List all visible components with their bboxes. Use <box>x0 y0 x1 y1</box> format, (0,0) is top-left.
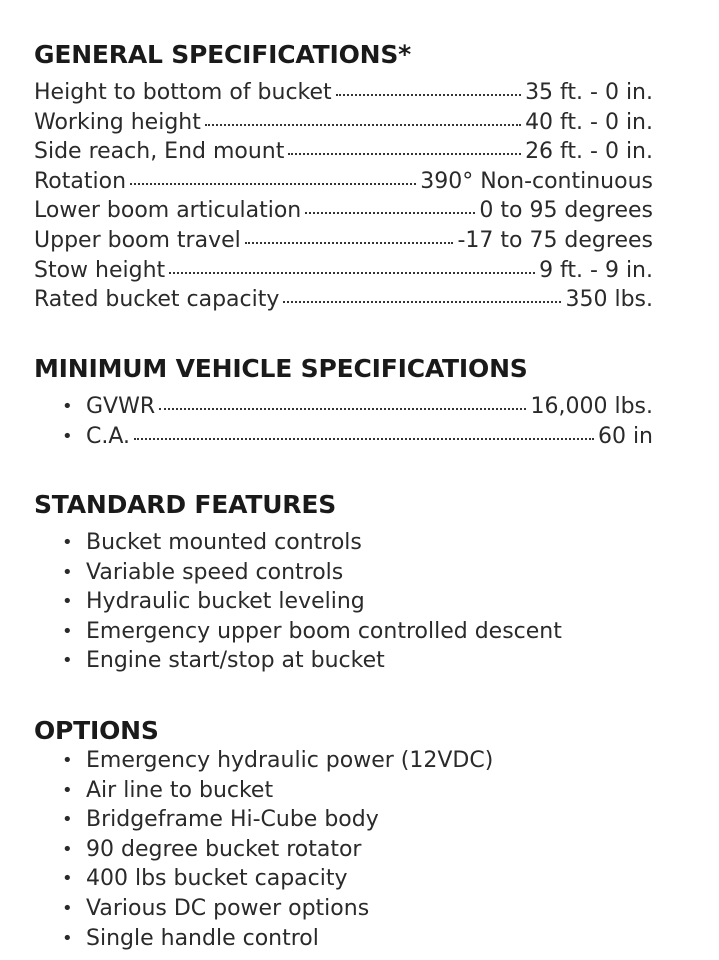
feature-text: Variable speed controls <box>86 559 344 585</box>
dot-leader <box>159 407 526 410</box>
dot-leader <box>288 152 521 155</box>
spec-label: Height to bottom of bucket <box>34 80 332 105</box>
feature-text: Emergency upper boom controlled descent <box>86 618 562 644</box>
bullet-icon: • <box>62 750 73 771</box>
dot-leader <box>169 271 535 274</box>
spec-row <box>34 256 653 286</box>
option-text: Emergency hydraulic power (12VDC) <box>86 748 494 773</box>
spec-value: 350 lbs. <box>565 287 653 313</box>
standard-features-list <box>34 528 653 676</box>
spec-row <box>34 108 653 138</box>
bullet-icon: • <box>62 809 73 831</box>
spec-label: Side reach, End mount <box>34 139 285 165</box>
general-specifications-heading: GENERAL SPECIFICATIONS* <box>34 40 412 69</box>
list-item <box>34 924 653 954</box>
list-item <box>34 776 653 806</box>
dot-leader <box>134 437 594 440</box>
spec-row <box>34 196 653 226</box>
feature-text: Bucket mounted controls <box>86 530 362 555</box>
spec-label: C.A. <box>86 423 131 449</box>
dot-leader <box>336 93 521 96</box>
bullet-icon: • <box>62 620 73 642</box>
minimum-vehicle-specifications-section <box>34 354 653 451</box>
bullet-icon: • <box>62 927 73 949</box>
bullet-icon: • <box>62 897 73 919</box>
option-text: 400 lbs bucket capacity <box>86 866 348 892</box>
options-heading: OPTIONS <box>34 716 159 745</box>
list-item <box>34 587 653 617</box>
spec-row <box>34 137 653 167</box>
spec-value: 40 ft. - 0 in. <box>525 109 653 135</box>
option-text: Various DC power options <box>86 895 370 921</box>
bullet-icon: • <box>62 561 73 583</box>
spec-row <box>34 167 653 197</box>
list-item <box>34 805 653 835</box>
spec-row <box>34 422 653 452</box>
spec-value: -17 to 75 degrees <box>457 227 653 253</box>
spec-value: 0 to 95 degrees <box>479 198 653 224</box>
dot-leader <box>245 241 454 244</box>
spec-label: Rotation <box>34 168 127 194</box>
spec-label: Lower boom articulation <box>34 198 302 224</box>
bullet-icon: • <box>62 868 73 890</box>
list-item <box>34 864 653 894</box>
standard-features-heading: STANDARD FEATURES <box>34 490 337 519</box>
bullet-icon: • <box>62 396 73 417</box>
spec-value: 26 ft. - 0 in. <box>525 139 653 165</box>
list-item <box>34 617 653 647</box>
list-item <box>34 528 653 558</box>
option-text: Bridgeframe Hi-Cube body <box>86 807 379 833</box>
spec-value: 60 in <box>597 423 653 449</box>
bullet-icon: • <box>62 779 73 801</box>
list-item <box>34 558 653 588</box>
spec-value: 9 ft. - 9 in. <box>539 257 653 283</box>
list-item <box>34 746 653 776</box>
options-section <box>34 716 653 953</box>
option-text: 90 degree bucket rotator <box>86 836 362 862</box>
spec-row <box>34 226 653 256</box>
general-spec-list <box>34 78 653 315</box>
options-list <box>34 746 653 953</box>
general-specifications-section <box>34 40 653 315</box>
spec-row <box>34 285 653 315</box>
bullet-icon: • <box>62 838 73 860</box>
feature-text: Engine start/stop at bucket <box>86 648 385 674</box>
spec-label: GVWR <box>86 394 156 419</box>
dot-leader <box>305 211 475 214</box>
spec-value: 35 ft. - 0 in. <box>525 80 653 105</box>
spec-label: Upper boom travel <box>34 227 241 253</box>
spec-row <box>34 392 653 422</box>
dot-leader <box>130 182 416 185</box>
spec-value: 16,000 lbs. <box>530 394 653 419</box>
list-item <box>34 894 653 924</box>
vehicle-spec-list <box>34 392 653 451</box>
spec-row <box>34 78 653 108</box>
feature-text: Hydraulic bucket leveling <box>86 589 365 615</box>
bullet-icon: • <box>62 591 73 613</box>
standard-features-section <box>34 490 653 676</box>
list-item <box>34 835 653 865</box>
bullet-icon: • <box>62 650 73 672</box>
bullet-icon: • <box>62 532 73 553</box>
minimum-vehicle-specifications-heading: MINIMUM VEHICLE SPECIFICATIONS <box>34 354 528 383</box>
bullet-icon: • <box>62 425 73 447</box>
spec-label: Working height <box>34 109 201 135</box>
spec-label: Stow height <box>34 257 166 283</box>
option-text: Single handle control <box>86 925 319 951</box>
list-item <box>34 646 653 676</box>
dot-leader <box>283 300 561 303</box>
spec-value: 390° Non-continuous <box>420 168 653 194</box>
option-text: Air line to bucket <box>86 777 274 803</box>
spec-label: Rated bucket capacity <box>34 287 280 313</box>
dot-leader <box>205 123 521 126</box>
